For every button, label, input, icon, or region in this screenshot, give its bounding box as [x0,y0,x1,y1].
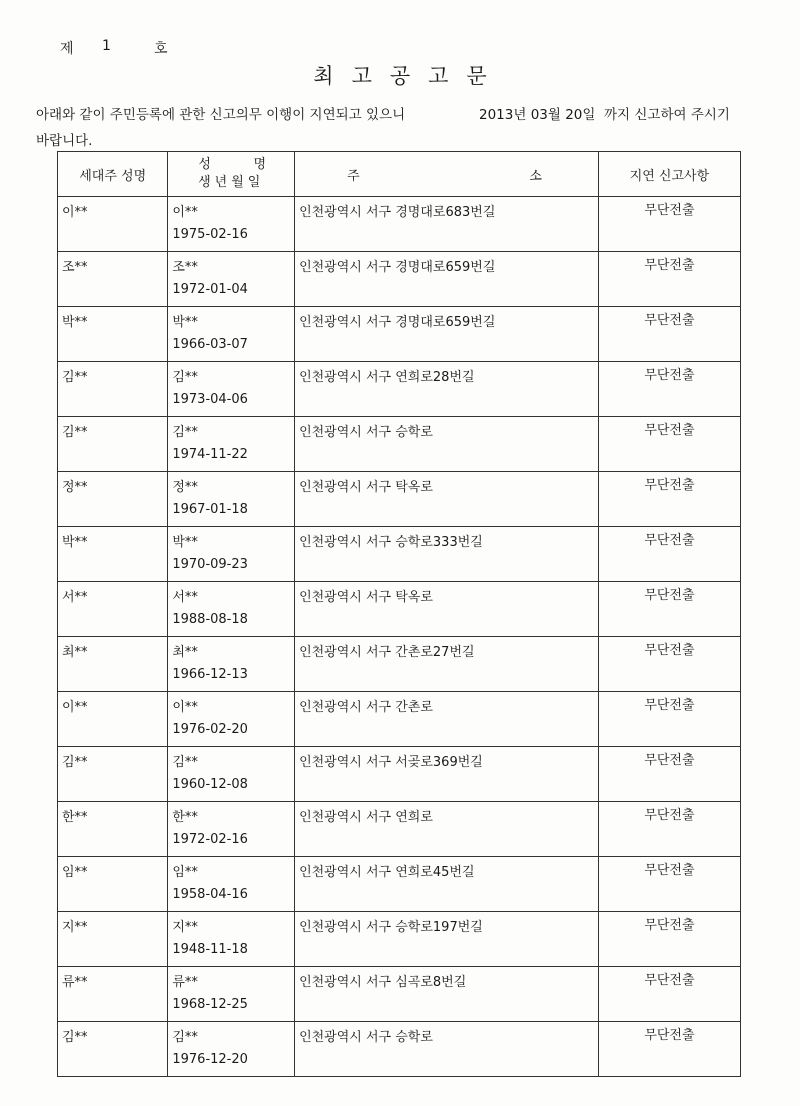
birth-date: 1948-11-18 [172,942,248,957]
birth-date: 1972-01-04 [172,282,248,297]
table-row [58,252,741,307]
resident-name: 김** [172,1030,198,1045]
status-cell [598,197,740,252]
householder-name: 정** [62,480,88,495]
status-text: 무단전출 [644,588,695,603]
table-row [58,1022,741,1077]
name-birth-cell [168,912,295,967]
householder-name: 김** [62,755,88,770]
header-birth: 생년월일 [198,175,265,190]
status-cell [598,1022,740,1077]
birth-date: 1970-09-23 [172,557,248,572]
table-row [58,307,741,362]
status-cell [598,362,740,417]
notice-line1-end: 까지 신고하여 주시기 [604,107,730,123]
resident-name: 김** [172,370,198,385]
resident-name: 이** [172,205,198,220]
address-cell [295,967,599,1022]
address-cell [295,692,599,747]
status-cell [598,472,740,527]
status-cell [598,637,740,692]
householder-cell [58,417,168,472]
page-title: 최고공고문 [313,64,505,88]
status-cell [598,417,740,472]
birth-date: 1976-12-20 [172,1052,248,1067]
address-text: 인천광역시 서구 승학로333번길 [299,535,483,550]
status-text: 무단전출 [644,643,695,658]
header-name-birth [168,152,295,197]
status-text: 무단전출 [644,313,695,328]
document-number [60,38,168,58]
householder-name: 류** [62,975,88,990]
notice-deadline: 2013년 03월 20일 [479,107,596,123]
name-birth-cell [168,582,295,637]
notice-line2: 바랍니다. [36,133,93,149]
status-cell [598,857,740,912]
householder-cell [58,252,168,307]
table-row [58,747,741,802]
resident-name: 정** [172,480,198,495]
name-birth-cell [168,1022,295,1077]
table-row [58,582,741,637]
birth-date: 1975-02-16 [172,227,248,242]
householder-name: 한** [62,810,88,825]
birth-date: 1974-11-22 [172,447,248,462]
address-cell [295,857,599,912]
householder-name: 박** [62,315,88,330]
householder-name: 김** [62,425,88,440]
status-text: 무단전출 [644,478,695,493]
resident-name: 이** [172,700,198,715]
householder-name: 조** [62,260,88,275]
name-birth-cell [168,857,295,912]
resident-name: 박** [172,535,198,550]
resident-name: 박** [172,315,198,330]
householder-cell [58,472,168,527]
status-text: 무단전출 [644,698,695,713]
notice-text [36,102,776,154]
name-birth-cell [168,417,295,472]
name-birth-cell [168,637,295,692]
birth-date: 1960-12-08 [172,777,248,792]
notice-line1-start: 아래와 같이 주민등록에 관한 신고의무 이행이 지연되고 있으니 [36,107,406,123]
status-cell [598,307,740,362]
householder-cell [58,582,168,637]
name-birth-cell [168,747,295,802]
birth-date: 1967-01-18 [172,502,248,517]
status-cell [598,967,740,1022]
table-row [58,197,741,252]
address-text: 인천광역시 서구 연희로28번길 [299,370,475,385]
birth-date: 1958-04-16 [172,887,248,902]
address-cell [295,252,599,307]
table-row [58,417,741,472]
address-text: 인천광역시 서구 경명대로659번길 [299,260,496,275]
householder-name: 임** [62,865,88,880]
status-text: 무단전출 [644,258,695,273]
resident-name: 서** [172,590,198,605]
address-text: 인천광역시 서구 간촌로 [299,700,433,715]
table-row [58,967,741,1022]
status-cell [598,747,740,802]
doc-number-prefix: 제 [60,41,74,57]
status-text: 무단전출 [644,918,695,933]
name-birth-cell [168,967,295,1022]
status-cell [598,802,740,857]
name-birth-cell [168,197,295,252]
address-text: 인천광역시 서구 연희로 [299,810,433,825]
householder-cell [58,857,168,912]
householder-cell [58,1022,168,1077]
status-cell [598,527,740,582]
name-birth-cell [168,692,295,747]
birth-date: 1976-02-20 [172,722,248,737]
birth-date: 1972-02-16 [172,832,248,847]
status-text: 무단전출 [644,1028,695,1043]
householder-cell [58,802,168,857]
householder-cell [58,967,168,1022]
table-header-row [58,152,741,197]
header-address-a: 주 [347,168,360,184]
name-birth-cell [168,252,295,307]
address-text: 인천광역시 서구 승학로 [299,1030,433,1045]
householder-cell [58,362,168,417]
householder-name: 김** [62,370,88,385]
status-text: 무단전출 [644,863,695,878]
address-cell [295,362,599,417]
householder-name: 이** [62,205,88,220]
address-text: 인천광역시 서구 서곶로369번길 [299,755,483,770]
address-text: 인천광역시 서구 승학로197번길 [299,920,483,935]
name-birth-cell [168,472,295,527]
status-cell [598,692,740,747]
householder-cell [58,637,168,692]
table-row [58,802,741,857]
resident-name: 김** [172,425,198,440]
doc-number-value: 1 [102,38,111,54]
doc-number-suffix: 호 [154,41,168,57]
householder-name: 최** [62,645,88,660]
resident-name: 지** [172,920,198,935]
status-text: 무단전출 [644,973,695,988]
status-cell [598,912,740,967]
birth-date: 1973-04-06 [172,392,248,407]
table-row [58,472,741,527]
name-birth-cell [168,307,295,362]
householder-cell [58,692,168,747]
householder-name: 이** [62,700,88,715]
address-text: 인천광역시 서구 탁옥로 [299,480,433,495]
householder-name: 서** [62,590,88,605]
table-row [58,912,741,967]
table-row [58,527,741,582]
status-text: 무단전출 [644,368,695,383]
header-status: 지연 신고사항 [598,152,740,197]
status-cell [598,582,740,637]
address-cell [295,417,599,472]
resident-name: 임** [172,865,198,880]
address-cell [295,802,599,857]
birth-date: 1988-08-18 [172,612,248,627]
address-text: 인천광역시 서구 간촌로27번길 [299,645,475,660]
birth-date: 1968-12-25 [172,997,248,1012]
status-text: 무단전출 [644,533,695,548]
householder-name: 지** [62,920,88,935]
name-birth-cell [168,527,295,582]
table-body [58,197,741,1077]
address-text: 인천광역시 서구 경명대로683번길 [299,205,496,220]
resident-name: 류** [172,975,198,990]
header-address [295,152,599,197]
resident-name: 한** [172,810,198,825]
resident-name: 김** [172,755,198,770]
householder-cell [58,307,168,362]
address-text: 인천광역시 서구 승학로 [299,425,433,440]
address-cell [295,582,599,637]
householder-name: 박** [62,535,88,550]
address-text: 인천광역시 서구 연희로45번길 [299,865,475,880]
householder-cell [58,912,168,967]
address-cell [295,1022,599,1077]
address-cell [295,527,599,582]
status-cell [598,252,740,307]
householder-cell [58,527,168,582]
resident-name: 최** [172,645,198,660]
address-cell [295,197,599,252]
status-text: 무단전출 [644,203,695,218]
table-row [58,857,741,912]
status-text: 무단전출 [644,753,695,768]
name-birth-cell [168,802,295,857]
status-text: 무단전출 [644,423,695,438]
header-address-b: 소 [529,168,542,184]
address-text: 인천광역시 서구 탁옥로 [299,590,433,605]
householder-cell [58,747,168,802]
header-name-a: 성 [198,157,211,172]
status-text: 무단전출 [644,808,695,823]
address-cell [295,472,599,527]
table-row [58,637,741,692]
address-cell [295,912,599,967]
table-row [58,692,741,747]
birth-date: 1966-12-13 [172,667,248,682]
address-cell [295,307,599,362]
header-householder: 세대주 성명 [58,152,168,197]
resident-name: 조** [172,260,198,275]
address-cell [295,637,599,692]
address-text: 인천광역시 서구 경명대로659번길 [299,315,496,330]
name-birth-cell [168,362,295,417]
header-name-b: 명 [253,157,267,172]
householder-name: 김** [62,1030,88,1045]
table-row [58,362,741,417]
address-text: 인천광역시 서구 심곡로8번길 [299,975,467,990]
birth-date: 1966-03-07 [172,337,248,352]
householder-cell [58,197,168,252]
address-cell [295,747,599,802]
overdue-report-table [57,151,741,1077]
